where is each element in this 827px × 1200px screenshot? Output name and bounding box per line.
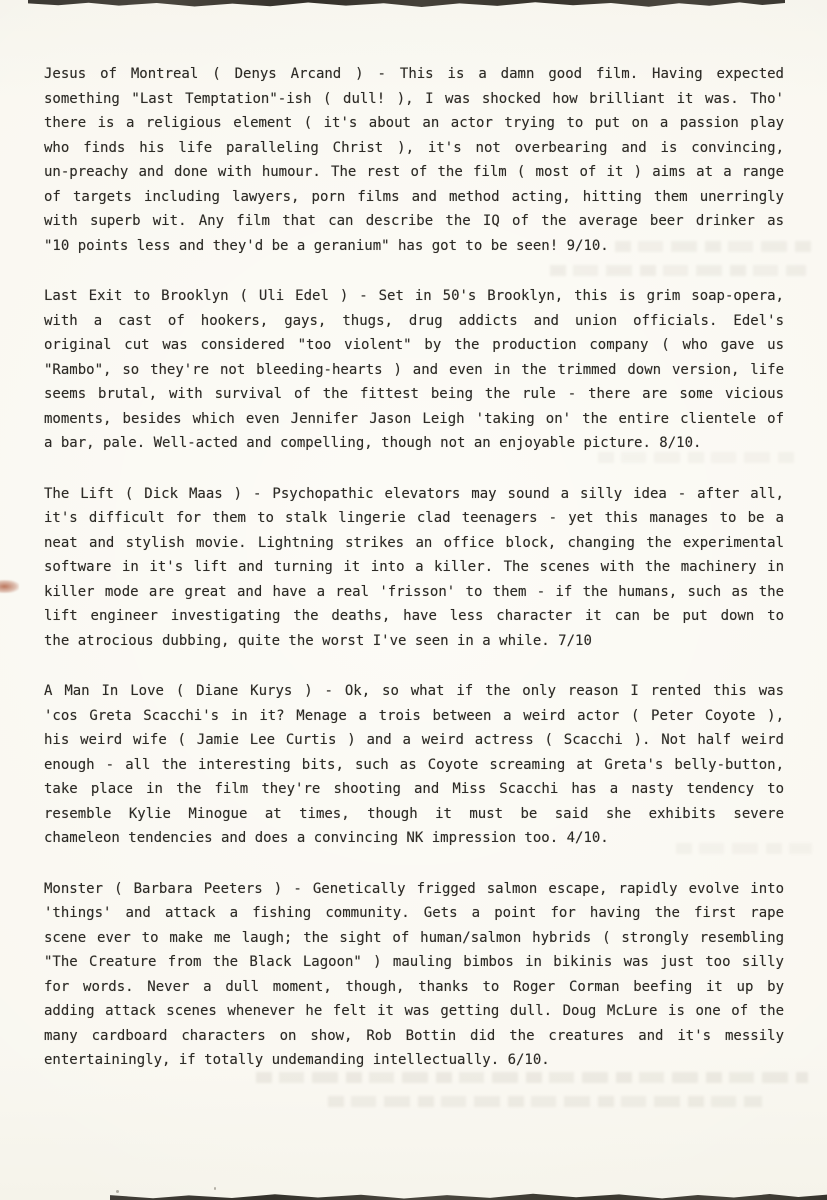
review-line: un-preachy and done with humour. The rest of the film ( most of it ) aims at a range bbox=[44, 164, 784, 180]
review-line: something "Last Temptation"-ish ( dull! ), I was shocked how brilliant it was. Tho' bbox=[44, 90, 784, 107]
scan-speck bbox=[116, 1190, 119, 1193]
scan-torn-edge-top bbox=[28, 0, 785, 8]
review-line: chameleon tendencies and does a convincing NK impression too. 4/10. bbox=[44, 830, 609, 846]
review-line: "10 points less and they'd be a geranium" has got to be seen! 9/10. bbox=[44, 237, 609, 254]
film-review bbox=[44, 482, 784, 654]
scan-speck bbox=[214, 1187, 216, 1190]
review-line: The Lift ( Dick Maas ) - Psychopathic elevators may sound a silly idea - after all, bbox=[44, 485, 784, 502]
review-line: there is a religious element ( it's about an actor trying to put on a passion play bbox=[44, 115, 784, 131]
review-line: neat and stylish movie. Lightning strikes an office block, changing the experimental bbox=[44, 534, 784, 551]
review-line: who finds his life paralleling Christ ), it's not overbearing and is convincing, bbox=[44, 139, 784, 156]
review-line: adding attack scenes whenever he felt it was getting dull. Doug McLure is one of the bbox=[44, 1003, 784, 1019]
review-line: Monster ( Barbara Peeters ) - Genetically frigged salmon escape, rapidly evolve into bbox=[44, 880, 784, 897]
film-review bbox=[44, 877, 784, 1073]
review-line: with superb wit. Any film that can describe the IQ of the average beer drinker as bbox=[44, 213, 784, 229]
scan-torn-edge-bottom bbox=[110, 1191, 827, 1200]
review-line: Last Exit to Brooklyn ( Uli Edel ) - Set in 50's Brooklyn, this is grim soap-opera, bbox=[44, 288, 784, 304]
review-line: software in it's lift and turning it into a killer. The scenes with the machinery in bbox=[44, 559, 784, 575]
review-line: resemble Kylie Minogue at times, though it must be said she exhibits severe bbox=[44, 805, 784, 822]
review-line: a bar, pale. Well-acted and compelling, though not an enjoyable picture. 8/10. bbox=[44, 435, 702, 451]
review-line: "The Creature from the Black Lagoon" ) mauling bimbos in bikinis was just too silly bbox=[44, 954, 784, 970]
review-line: the atrocious dubbing, quite the worst I've seen in a while. 7/10 bbox=[44, 632, 592, 649]
review-line: 'cos Greta Scacchi's in it? Menage a trois between a weird actor ( Peter Coyote ), bbox=[44, 707, 784, 724]
review-line: lift engineer investigating the deaths, have less character it can be put down to bbox=[44, 608, 784, 624]
review-line: A Man In Love ( Diane Kurys ) - Ok, so what if the only reason I rented this was bbox=[44, 683, 784, 699]
review-line: Jesus of Montreal ( Denys Arcand ) - This is a damn good film. Having expected bbox=[44, 66, 784, 82]
review-line: scene ever to make me laugh; the sight of human/salmon hybrids ( strongly resembling bbox=[44, 929, 784, 946]
review-line: "Rambo", so they're not bleeding-hearts ) and even in the trimmed down version, life bbox=[44, 361, 784, 378]
review-line: original cut was considered "too violent" by the production company ( who gave us bbox=[44, 337, 784, 353]
review-line: enough - all the interesting bits, such as Coyote screaming at Greta's belly-button, bbox=[44, 756, 784, 773]
review-line: 'things' and attack a fishing community. Gets a point for having the first rape bbox=[44, 905, 784, 921]
review-line: entertainingly, if totally undemanding intellectually. 6/10. bbox=[44, 1052, 550, 1068]
review-line: of targets including lawyers, porn films and method acting, hitting them unerringly bbox=[44, 188, 784, 205]
review-line: moments, besides which even Jennifer Jason Leigh 'taking on' the entire clientele of bbox=[44, 410, 784, 427]
review-text-block bbox=[44, 62, 784, 1099]
review-line: many cardboard characters on show, Rob Bottin did the creatures and it's messily bbox=[44, 1027, 784, 1044]
film-review bbox=[44, 62, 784, 258]
review-line: it's difficult for them to stalk lingerie clad teenagers - yet this manages to be a bbox=[44, 510, 784, 526]
review-line: killer mode are great and have a real 'frisson' to them - if the humans, such as the bbox=[44, 583, 784, 600]
film-review bbox=[44, 679, 784, 851]
review-line: seems brutal, with survival of the fittest being the rule - there are some vicious bbox=[44, 386, 784, 402]
film-review bbox=[44, 284, 784, 456]
review-line: for words. Never a dull moment, though, thanks to Roger Corman beefing it up by bbox=[44, 978, 784, 995]
review-line: take place in the film they're shooting and Miss Scacchi has a nasty tendency to bbox=[44, 781, 784, 797]
review-line: his weird wife ( Jamie Lee Curtis ) and a weird actress ( Scacchi ). Not half weird bbox=[44, 732, 784, 748]
ink-smudge bbox=[0, 580, 19, 593]
review-line: with a cast of hookers, gays, thugs, drug addicts and union officials. Edel's bbox=[44, 312, 784, 329]
